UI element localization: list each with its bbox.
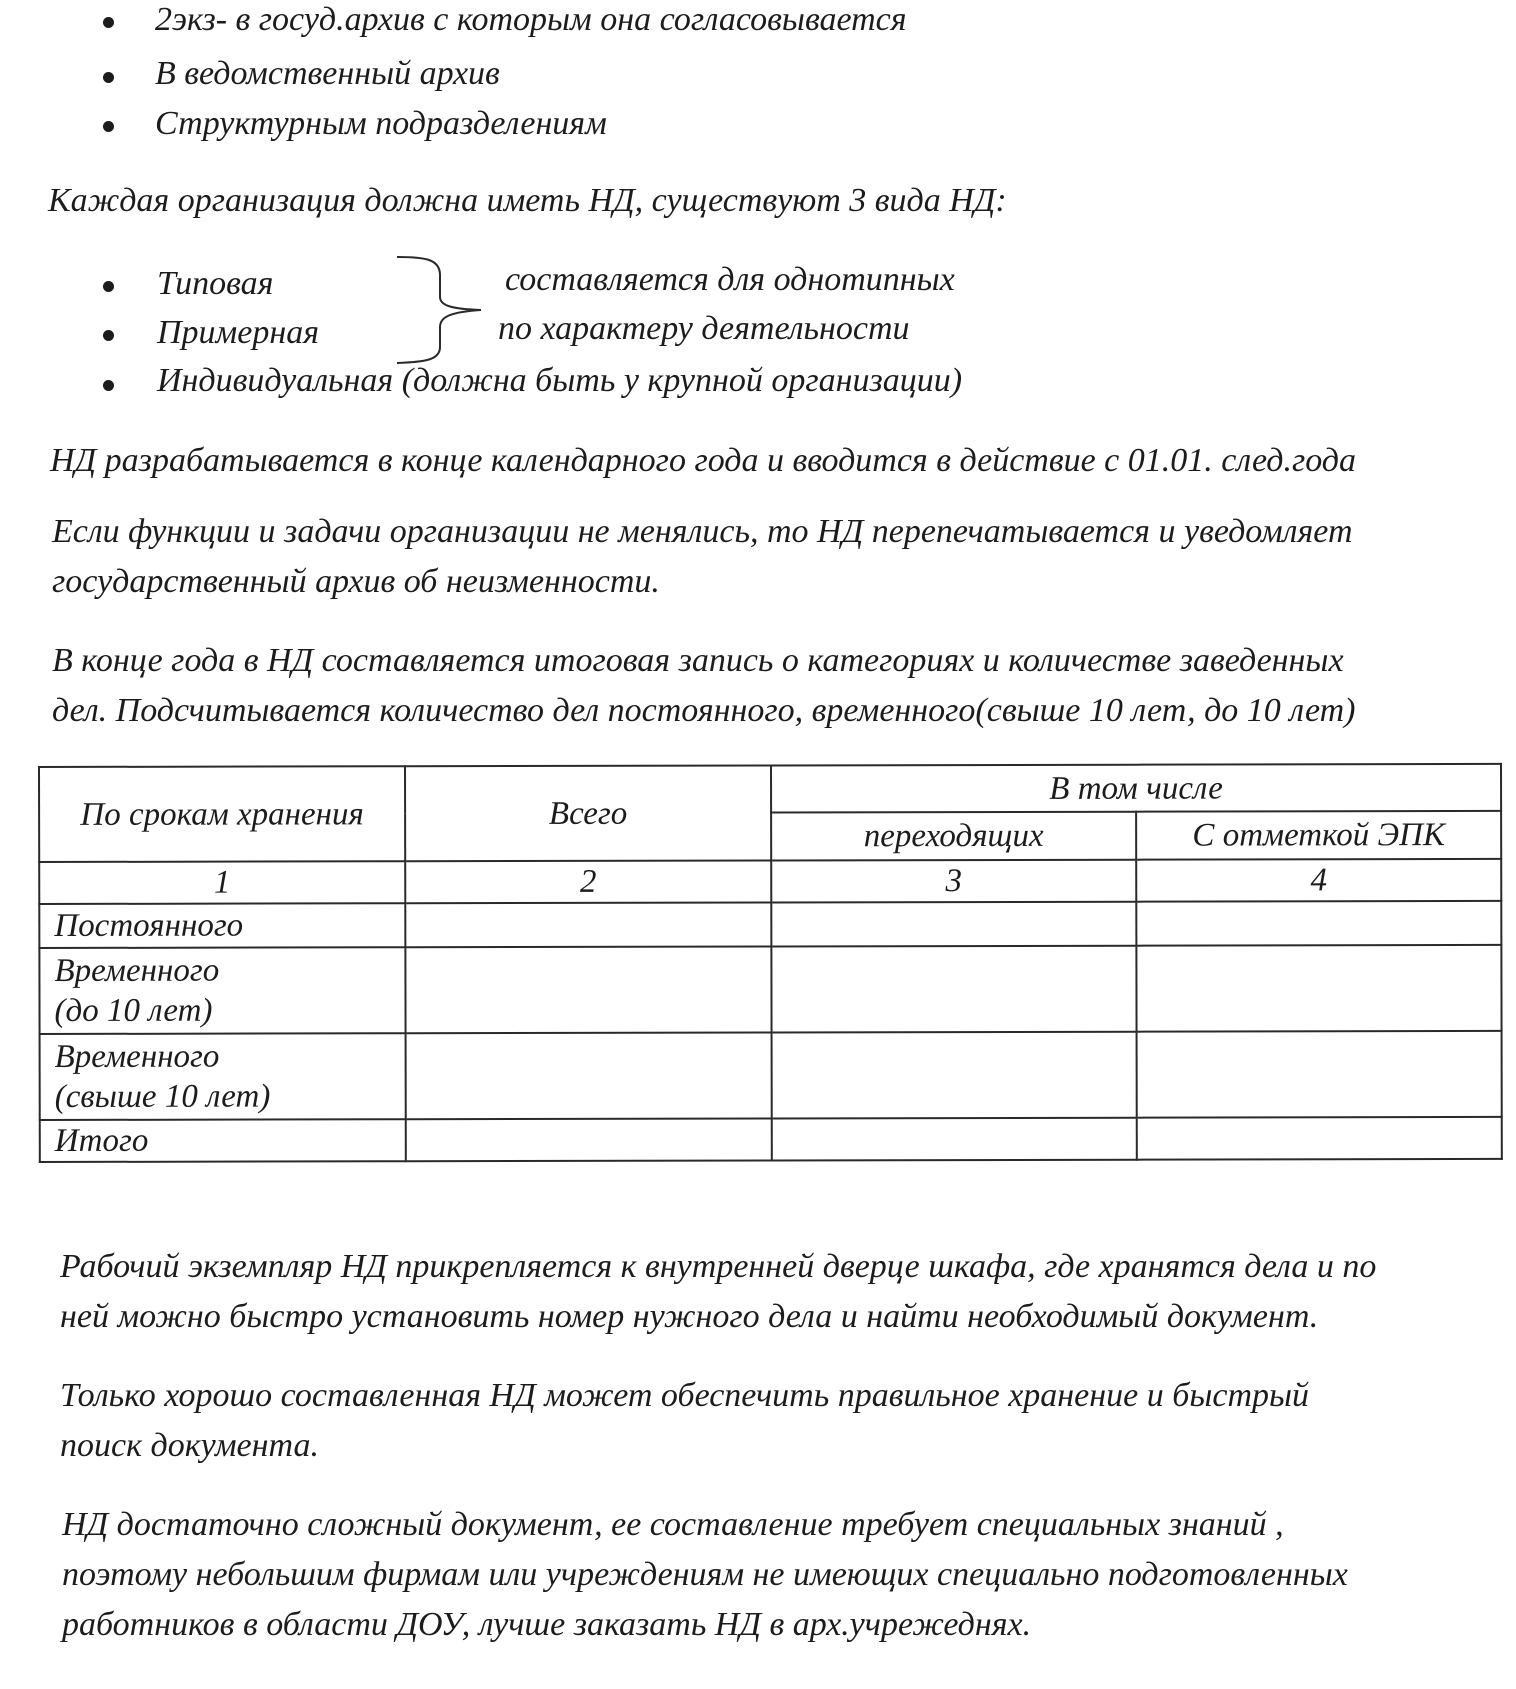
row-label — [40, 1033, 406, 1120]
paragraph-line: ней можно быстро установить номер нужного дела и найти необходимый документ. — [60, 1298, 1319, 1335]
list-item: В ведомственный архив — [155, 55, 500, 92]
list-item: Индивидуальная (должна быть у крупной организации) — [157, 362, 963, 399]
table-cell — [406, 1118, 772, 1161]
table-cell — [1137, 1117, 1502, 1160]
paragraph-development: НД разрабатывается в конце календарного года и вводится в действие с 01.01. след.года — [50, 442, 1356, 479]
bullet-icon — [103, 72, 114, 83]
header-transitional: переходящих — [771, 812, 1136, 861]
table-row — [40, 1031, 1502, 1120]
table-cell — [406, 1032, 772, 1119]
row-label — [40, 1119, 406, 1162]
header-including: В том числе — [771, 764, 1501, 813]
column-number: 4 — [1136, 859, 1501, 902]
bullet-icon — [103, 330, 114, 341]
bullet-icon — [103, 121, 114, 132]
header-by-term: По срокам хранения — [39, 766, 405, 862]
paragraph-line: В конце года в НД составляется итоговая запись о категориях и количестве заведенных — [52, 642, 1344, 679]
paragraph-line: Только хорошо составленная НД может обеспечить правильное хранение и быстрый — [60, 1377, 1310, 1414]
row-label — [39, 903, 405, 948]
brace-note-line2: по характеру деятельности — [498, 310, 910, 347]
list-item: Примерная — [157, 314, 320, 351]
paragraph-complex — [62, 1500, 1348, 1650]
table-cell — [405, 946, 771, 1033]
list-item: Структурным подразделениям — [155, 105, 607, 142]
storage-terms-table — [38, 763, 1503, 1163]
row-label-line: (свыше 10 лет) — [54, 1078, 271, 1115]
table-row — [39, 901, 1501, 948]
curly-brace-icon — [395, 255, 485, 365]
paragraph-line: Рабочий экземпляр НД прикрепляется к внутренней дверце шкафа, где хранятся дела и по — [60, 1248, 1377, 1285]
row-label-line: Постоянного — [54, 907, 244, 944]
paragraph-line: поэтому небольшим фирмам или учреждениям не имеющих специально подготовленных — [62, 1556, 1348, 1593]
paragraph-line: государственный архив об неизменности. — [52, 563, 660, 600]
column-number: 3 — [771, 860, 1136, 903]
table-cell — [405, 902, 771, 947]
row-label — [39, 947, 405, 1034]
paragraph-unchanged — [52, 507, 1353, 607]
bullet-icon — [103, 281, 114, 292]
brace-note-line1: составляется для однотипных — [505, 261, 955, 298]
paragraph-quality — [60, 1371, 1309, 1471]
paragraph-line: Если функции и задачи организации не менялись, то НД перепечатывается и уведомляет — [52, 513, 1353, 550]
table-cell — [771, 902, 1136, 947]
paragraph-summary — [52, 636, 1356, 736]
list-item: 2экз- в госуд.архив с которым она согласовывается — [155, 1, 907, 38]
header-epk: С отметкой ЭПК — [1136, 811, 1501, 860]
row-label-line: (до 10 лет) — [54, 992, 213, 1029]
row-label-line: Итого — [54, 1122, 149, 1159]
paragraph-line: НД достаточно сложный документ, ее составление требует специальных знаний , — [62, 1506, 1284, 1543]
list-item: Типовая — [157, 265, 274, 302]
column-number: 2 — [405, 860, 771, 903]
nd-intro: Каждая организация должна иметь НД, существуют 3 вида НД: — [48, 182, 1007, 219]
bullet-icon — [103, 380, 114, 391]
table-cell — [1137, 1031, 1502, 1118]
row-label-line: Временного — [54, 952, 220, 989]
header-total: Всего — [405, 765, 771, 861]
paragraph-line: работников в области ДОУ, лучше заказать НД в арх.учрежеднях. — [62, 1606, 1032, 1643]
table-cell — [1136, 945, 1501, 1032]
column-number: 1 — [39, 861, 405, 904]
row-label-line: Временного — [54, 1038, 220, 1075]
paragraph-working-copy — [60, 1242, 1376, 1342]
table-cell — [1136, 901, 1501, 946]
bullet-icon — [103, 17, 114, 28]
paragraph-line: поиск документа. — [60, 1427, 319, 1464]
table-row — [40, 1117, 1502, 1162]
table-cell — [772, 1032, 1137, 1119]
table-cell — [771, 946, 1136, 1033]
table-row — [39, 945, 1501, 1034]
paragraph-line: дел. Подсчитывается количество дел постоянного, временного(свыше 10 лет, до 10 лет) — [52, 692, 1356, 729]
table-row — [39, 859, 1501, 904]
table-cell — [772, 1118, 1137, 1161]
